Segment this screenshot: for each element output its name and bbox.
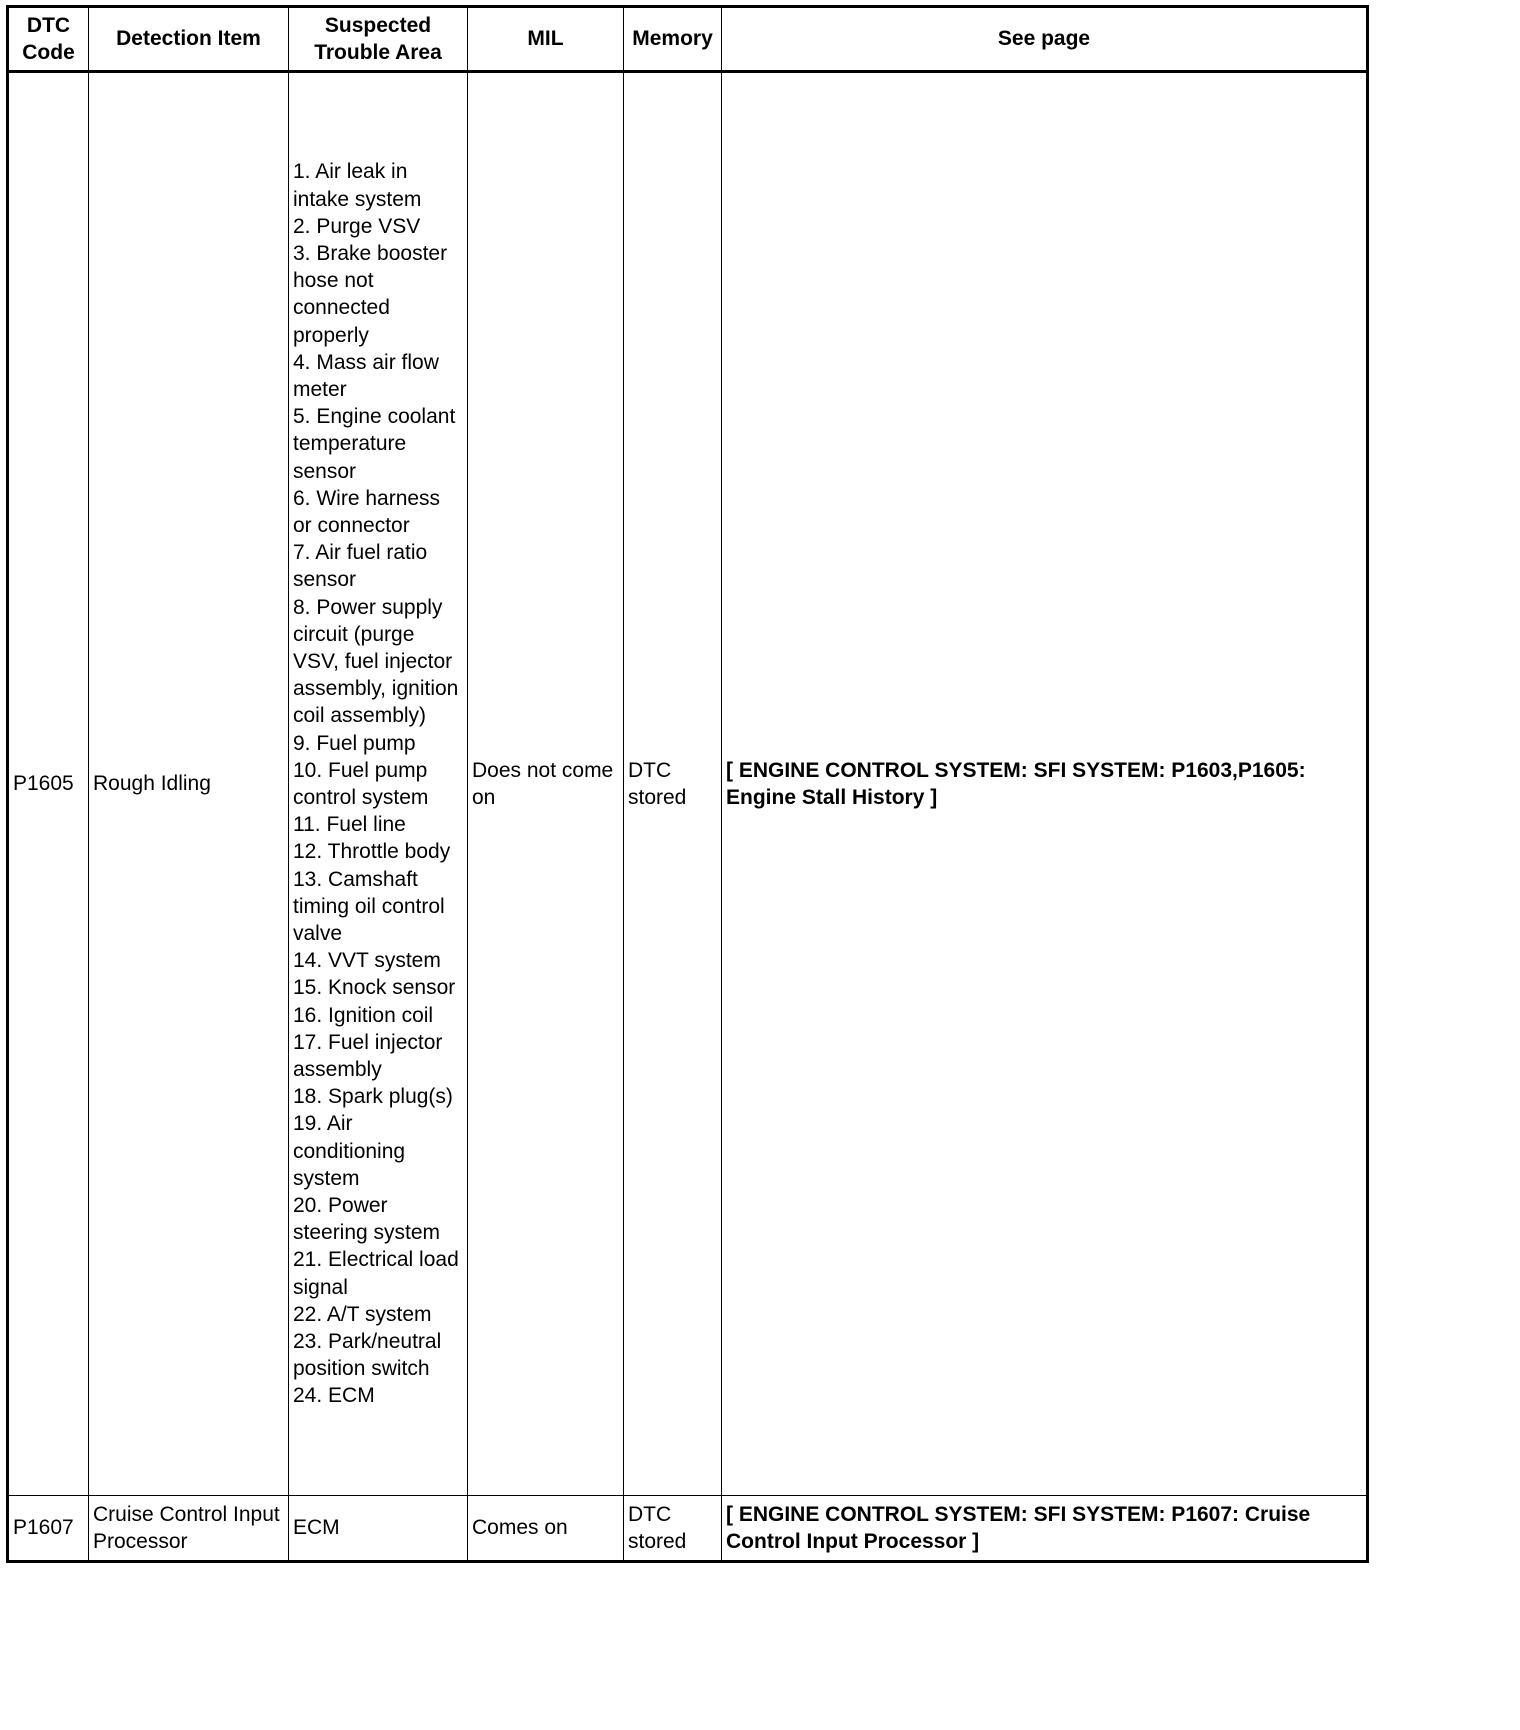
trouble-area-item: 6. Wire harness or connector — [293, 486, 441, 537]
mil-cell: Comes on — [468, 1496, 624, 1562]
trouble-area-item: 10. Fuel pump control system — [293, 758, 429, 809]
dtc-code-cell: P1607 — [8, 1496, 89, 1562]
trouble-area-cell: ECM — [289, 1496, 468, 1562]
trouble-area-item: 20. Power steering system — [293, 1194, 441, 1245]
table-row — [8, 1496, 1368, 1562]
memory-cell: DTC stored — [624, 1496, 722, 1562]
header-mil: MIL — [468, 7, 624, 72]
trouble-area-item: 23. Park/neutral position switch — [293, 1330, 442, 1381]
trouble-area-item: 18. Spark plug(s) — [293, 1085, 453, 1109]
trouble-area-item: 14. VVT system — [293, 949, 441, 973]
trouble-area-item: 4. Mass air flow meter — [293, 350, 439, 401]
mil-cell: Does not come on — [468, 72, 624, 1496]
trouble-area-item: 5. Engine coolant temperature sensor — [293, 405, 456, 483]
trouble-area-item: 22. A/T system — [293, 1302, 432, 1326]
trouble-area-item: 21. Electrical load signal — [293, 1248, 459, 1299]
trouble-area-item: 2. Purge VSV — [293, 214, 421, 238]
trouble-area-item: 11. Fuel line — [293, 813, 406, 837]
see-page-link[interactable]: [ ENGINE CONTROL SYSTEM: SFI SYSTEM: P1607: Cruise Control Input Processor ] — [722, 1496, 1368, 1562]
header-memory: Memory — [624, 7, 722, 72]
trouble-area-item: 9. Fuel pump — [293, 731, 416, 755]
detection-item-cell: Rough Idling — [89, 72, 289, 1496]
header-detection-item: Detection Item — [89, 7, 289, 72]
table-row — [8, 72, 1368, 1496]
trouble-area-item: 15. Knock sensor — [293, 976, 456, 1000]
trouble-area-item: 1. Air leak in intake system — [293, 160, 422, 211]
trouble-area-item: 24. ECM — [293, 1384, 375, 1408]
trouble-area-item: 12. Throttle body — [293, 840, 451, 864]
dtc-table — [6, 5, 1369, 1563]
header-suspected-trouble-area: Suspected Trouble Area — [289, 7, 468, 72]
see-page-link[interactable]: [ ENGINE CONTROL SYSTEM: SFI SYSTEM: P1603,P1605: Engine Stall History ] — [722, 72, 1368, 1496]
trouble-area-item: 8. Power supply circuit (purge VSV, fuel injector assembly, ignition coil assembly) — [293, 595, 459, 728]
trouble-area-item: 3. Brake booster hose not connected properly — [293, 241, 448, 347]
trouble-area-item: 16. Ignition coil — [293, 1003, 434, 1027]
trouble-area-item: 17. Fuel injector assembly — [293, 1030, 443, 1082]
trouble-area-item: 13. Camshaft timing oil control valve — [293, 867, 445, 946]
trouble-area-item: 19. Air conditioning system — [293, 1112, 406, 1190]
dtc-code-cell: P1605 — [8, 72, 89, 1496]
memory-cell: DTC stored — [624, 72, 722, 1496]
detection-item-cell: Cruise Control Input Processor — [89, 1496, 289, 1562]
trouble-area-cell — [289, 72, 468, 1496]
header-dtc-code: DTC Code — [8, 7, 89, 72]
trouble-area-item: 7. Air fuel ratio sensor — [293, 541, 428, 592]
header-see-page: See page — [722, 7, 1368, 72]
table-header-row — [8, 7, 1368, 72]
